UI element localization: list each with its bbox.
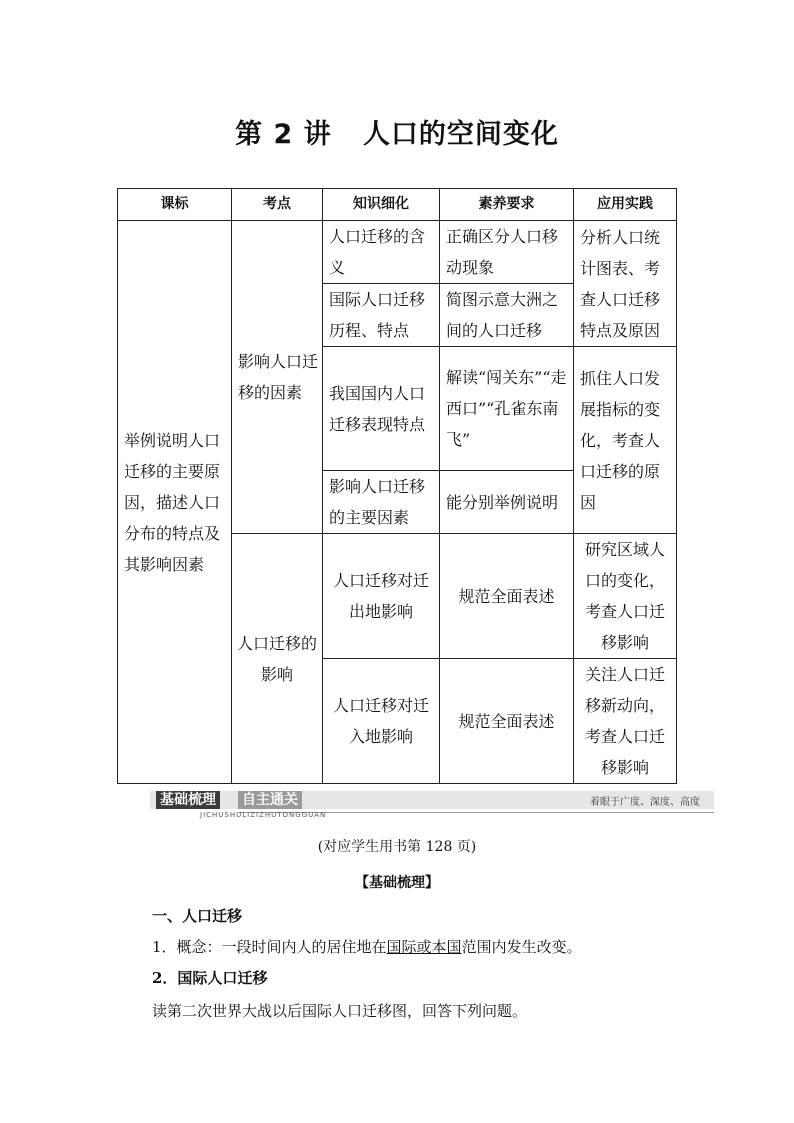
page-title (0, 112, 794, 151)
curriculum-table (117, 188, 677, 784)
concept-paragraph (152, 936, 582, 957)
zhishi-cell: 影响人口迁移的主要因素 (323, 471, 440, 534)
lecture-topic: 人口的空间变化 (362, 119, 559, 150)
table-header-row (118, 189, 677, 221)
suyang-cell: 解读“闯关东”“走西口”“孔雀东南飞” (440, 347, 574, 471)
zhishi-cell: 人口迁移对迁出地影响 (323, 534, 440, 659)
header-yingyong: 应用实践 (574, 189, 677, 221)
banner-label-primary: 基础梳理 (156, 791, 220, 809)
concept-suffix: 范围内发生改变。 (461, 938, 582, 956)
kebiao-cell: 举例说明人口迁移的主要原因，描述人口分布的特点及其影响因素 (118, 221, 232, 784)
banner-note: 着眼于广度、深度、高度 (590, 797, 700, 808)
suyang-cell: 正确区分人口移动现象 (440, 221, 574, 284)
page-reference: (对应学生用书第 128 页) (317, 839, 477, 855)
kaodian-cell: 人口迁移的影响 (232, 534, 323, 784)
heading-international: 2．国际人口迁移 (152, 969, 268, 987)
header-kaodian: 考点 (232, 189, 323, 221)
concept-prefix: 1．概念：一段时间内人的居住地在 (152, 938, 387, 956)
header-zhishi: 知识细化 (323, 189, 440, 221)
yingyong-cell: 分析人口统计图表、考查人口迁移特点及原因 (574, 221, 677, 347)
table-row (118, 221, 677, 284)
yingyong-cell: 关注人口迁移新动向，考查人口迁移影响 (574, 659, 677, 784)
kaodian-cell: 影响人口迁移的因素 (232, 221, 323, 534)
suyang-cell: 能分别举例说明 (440, 471, 574, 534)
zhishi-cell: 国际人口迁移历程、特点 (323, 284, 440, 347)
header-kebiao: 课标 (118, 189, 232, 221)
section-banner (150, 791, 714, 819)
banner-label-secondary: 自主通关 (238, 791, 302, 809)
header-suyang: 素养要求 (440, 189, 574, 221)
banner-pinyin: JICHUSHULIZIZHUTONGGUAN (200, 811, 327, 819)
yingyong-cell: 研究区域人口的变化，考查人口迁移影响 (574, 534, 677, 659)
zhishi-cell: 我国国内人口迁移表现特点 (323, 347, 440, 471)
section-heading: 【基础梳理】 (355, 875, 439, 891)
instruction-paragraph: 读第二次世界大战以后国际人口迁移图，回答下列问题。 (152, 1002, 528, 1020)
lecture-number: 第 2 讲 (235, 119, 332, 150)
suyang-cell: 规范全面表述 (440, 659, 574, 784)
yingyong-cell: 抓住人口发展指标的变化，考查人口迁移的原因 (574, 347, 677, 534)
concept-answer: 国际或本国 (386, 938, 462, 956)
zhishi-cell: 人口迁移对迁入地影响 (323, 659, 440, 784)
zhishi-cell: 人口迁移的含义 (323, 221, 440, 284)
heading-migration: 一、人口迁移 (152, 907, 243, 925)
suyang-cell: 简图示意大洲之间的人口迁移 (440, 284, 574, 347)
suyang-cell: 规范全面表述 (440, 534, 574, 659)
